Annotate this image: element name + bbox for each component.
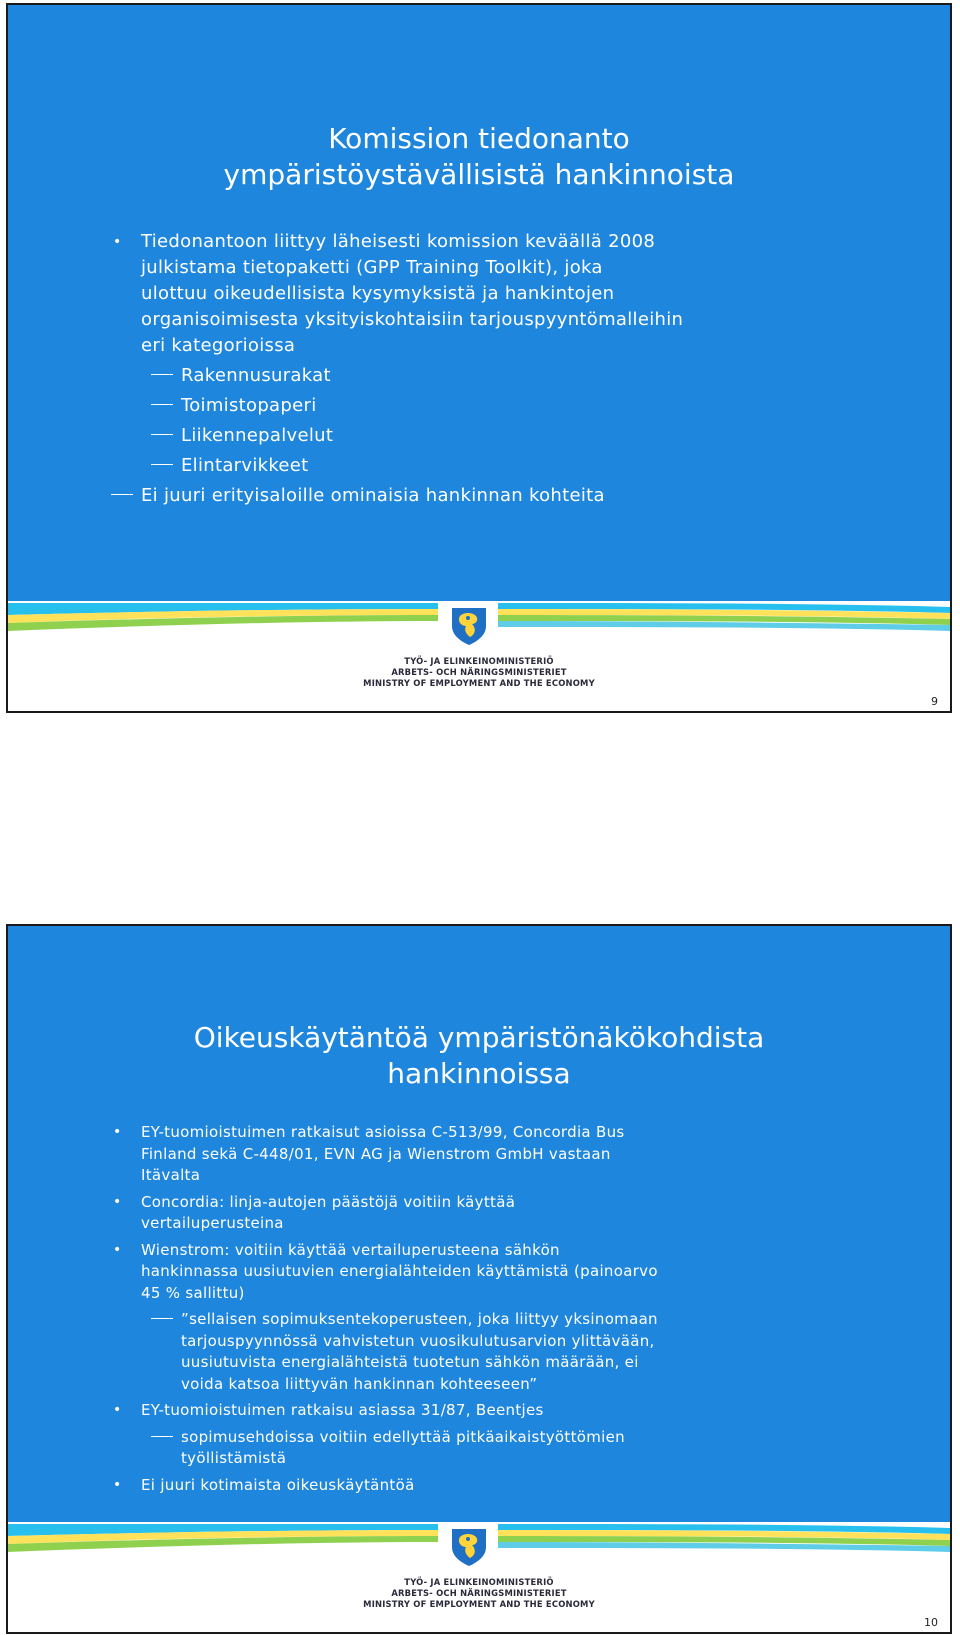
title-line: hankinnoissa [387, 1057, 571, 1090]
ministry-logo-text [358, 1577, 600, 1610]
ministry-name-sv: ARBETS- OCH NÄRINGSMINISTERIET [391, 1588, 567, 1598]
slide-9 [6, 3, 952, 713]
slide-title [8, 121, 950, 193]
sub-item: ”sellaisen sopimuksentekoperusteen, joka liittyy yksinomaan tarjouspyynnössä vahvistetun vuosikulutusarvion ylittävään, uusiutuvista energialähteistä tuotetun sähkön määrään, ei voida katsoa liittyvän hankinnan kohteeseen” [181, 1309, 658, 1395]
sub-item: Elintarvikkeet [181, 453, 683, 479]
bullet-item: • Concordia: linja-autojen päästöjä voitiin käyttää vertailuperusteina [141, 1192, 658, 1235]
bullet-item: • EY-tuomioistuimen ratkaisut asioissa C-513/99, Concordia Bus Finland sekä C-448/01, EVN AG ja Wienstrom GmbH vastaan Itävalta [141, 1122, 658, 1187]
ministry-name-fi: TYÖ- JA ELINKEINOMINISTERIÖ [404, 656, 554, 666]
bullet-item: • Wienstrom: voitiin käyttää vertailuperusteena sähkön hankinnassa uusiutuvien energialähteiden käyttämistä (painoarvo 45 % sallittu) [141, 1240, 658, 1305]
slide-title [8, 1020, 950, 1092]
bullet-item: • Ei juuri kotimaista oikeuskäytäntöä [141, 1475, 658, 1497]
lion-coat-of-arms-icon [446, 1525, 492, 1567]
title-line: Oikeuskäytäntöä ympäristönäkökohdista [193, 1021, 765, 1054]
sub-item: sopimusehdoissa voitiin edellyttää pitkäaikaistyöttömien työllistämistä [181, 1427, 658, 1470]
sub-item: Toimistopaperi [181, 393, 683, 419]
lion-coat-of-arms-icon [446, 604, 492, 646]
sub-item: Rakennusurakat [181, 363, 683, 389]
title-line: Komission tiedonanto [328, 122, 630, 155]
ministry-name-en: MINISTRY OF EMPLOYMENT AND THE ECONOMY [363, 1599, 595, 1609]
sub-item: Liikennepalvelut [181, 423, 683, 449]
slide-content [141, 229, 683, 513]
ministry-logo-text [358, 656, 600, 689]
bullet-item: • Tiedonantoon liittyy läheisesti komission keväällä 2008 julkistama tietopaketti (GPP Training Toolkit), joka ulottuu oikeudellisista kysymyksistä ja hankintojen organisoimisesta yksityiskohtaisiin tarjouspyyntömalleihin eri kategorioissa [141, 229, 683, 359]
bullet-item: • EY-tuomioistuimen ratkaisu asiassa 31/87, Beentjes [141, 1400, 658, 1422]
title-line: ympäristöystävällisistä hankinnoista [223, 158, 735, 191]
ministry-name-sv: ARBETS- OCH NÄRINGSMINISTERIET [391, 667, 567, 677]
ministry-name-fi: TYÖ- JA ELINKEINOMINISTERIÖ [404, 1577, 554, 1587]
dash-item: Ei juuri erityisaloille ominaisia hankinnan kohteita [141, 483, 683, 509]
page-number: 10 [924, 1616, 938, 1629]
slide-content [141, 1122, 658, 1501]
page-number: 9 [931, 695, 938, 708]
ministry-name-en: MINISTRY OF EMPLOYMENT AND THE ECONOMY [363, 678, 595, 688]
slide-10 [6, 924, 952, 1634]
